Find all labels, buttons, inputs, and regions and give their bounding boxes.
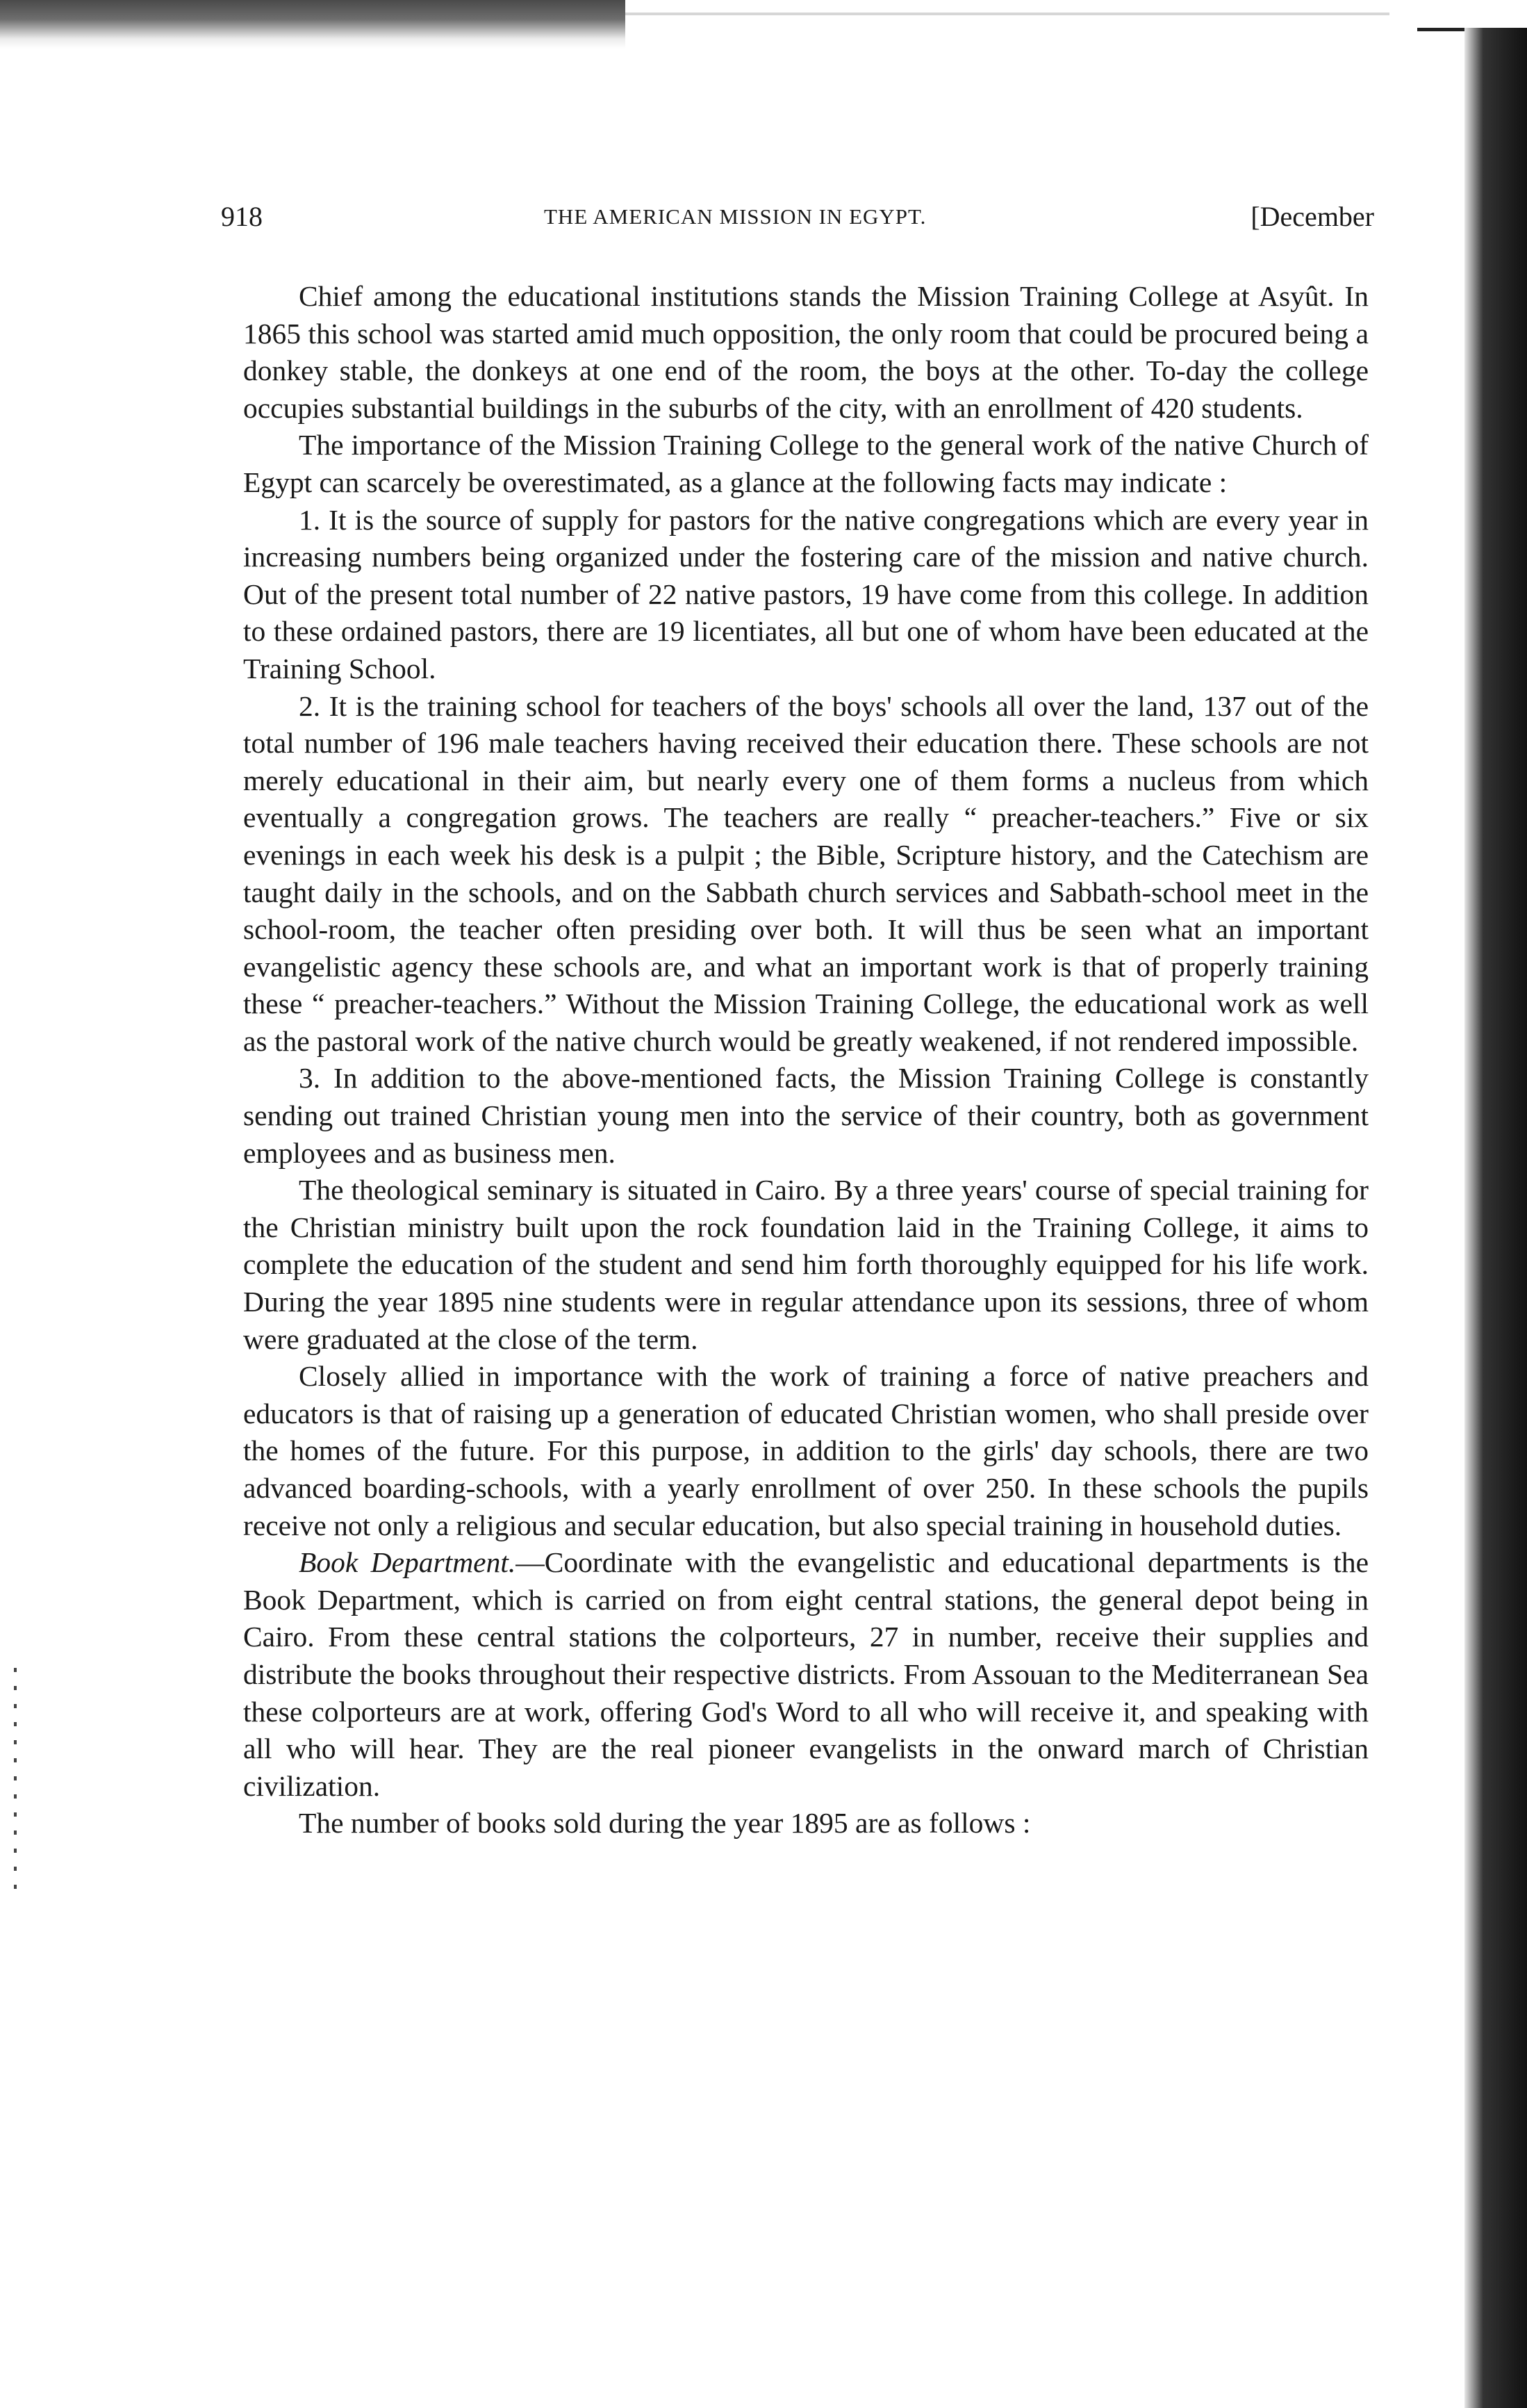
body-text bbox=[243, 278, 1369, 1842]
scan-edge-left-marks bbox=[14, 1668, 17, 1890]
paragraph-women-education: Closely allied in importance with the work of training a force of native preachers and educators is that of raising up a generation of educated Christian women, who shall preside over the homes of the future. For this purpose, in addition to the girls' day schools, there are two advanced boarding-schools, with a yearly enrollment of over 250. In these schools the pupils receive not only a religious and secular education, but also special training in household duties. bbox=[243, 1360, 1369, 1541]
page-number: 918 bbox=[221, 201, 263, 232]
paragraph-service: 3. In addition to the above-mentioned facts, the Mission Training College is constantly sending out trained Christian young men into the service of their country, both as government employees and as business men. bbox=[243, 1062, 1369, 1169]
paragraph-teachers: 2. It is the training school for teachers of the boys' schools all over the land, 137 out of the total number of 196 male teachers having received their education there. These schools are not merely educational in their aim, but nearly every one of them forms a nucleus from which eventually a congregation grows. The teachers are really “ preacher-teachers.” Five or six evenings in each week his desk is a pulpit ; the Bible, Scripture history, and the Catechism are taught daily in the schools, and on the Sabbath church services and Sabbath-school meet in the school-room, the teacher often presiding over both. It will thus be seen what an important evangelistic agency these schools are, and what an important work is that of properly training these “ preacher-teachers.” Without the Mission Training College, the educational work as well as the pastoral work of the native church would be greatly weakened, if not rendered impossible. bbox=[243, 689, 1369, 1057]
running-head bbox=[221, 200, 1374, 242]
scan-edge-right bbox=[1464, 28, 1527, 2408]
paragraph-importance: The importance of the Mission Training College to the general work of the native Church of Egypt can scarcely be overestimated, as a glance at the following facts may indicate : bbox=[243, 429, 1369, 498]
paragraph-training-college: Chief among the educational institutions stands the Mission Training College at Asyût. In 1865 this school was started amid much opposition, the only room that could be procured being a donkey stable, the donkeys at one end of the room, the boys at the other. To-day the college occupies substantial buildings in the suburbs of the city, with an enrollment of 420 students. bbox=[243, 280, 1369, 424]
scan-edge-line bbox=[625, 13, 1389, 15]
running-month: [December bbox=[1251, 201, 1374, 232]
paragraph-book-department: Book Department.—Coordinate with the evangelistic and educational departments is the Book Department, which is carried on from eight central stations, the general depot being in Cairo. From these central stations the colporteurs, 27 in number, receive their supplies and distribute the books throughout their respective districts. From Assouan to the Mediterranean Sea these colporteurs are at work, offering God's Word to all who will receive it, and speaking with all who will hear. They are the real pioneer evangelists in the onward march of Christian civilization. bbox=[243, 1546, 1369, 1802]
paragraph-books-sold: The number of books sold during the year 1895 are as follows : bbox=[299, 1807, 1031, 1840]
paragraph-seminary: The theological seminary is situated in Cairo. By a three years' course of special training for the Christian ministry built upon the rock foundation laid in the Training College, it aims to complete the education of the student and send him forth thoroughly equipped for his life work. During the year 1895 nine students were in regular attendance upon its sessions, three of whom were graduated at the close of the term. bbox=[243, 1174, 1369, 1355]
scan-edge-top bbox=[0, 0, 625, 49]
running-title: THE AMERICAN MISSION IN EGYPT. bbox=[544, 204, 927, 229]
section-heading: Book Department. bbox=[299, 1546, 516, 1579]
paragraph-pastors: 1. It is the source of supply for pastors for the native congregations which are every year in increasing numbers being organized under the fostering care of the mission and native church. Out of the present total number of 22 native pastors, 19 have come from this college. In addition to these ordained pastors, there are 19 licentiates, all but one of whom have been educated at the Training School. bbox=[243, 503, 1369, 685]
scan-edge-rule bbox=[1417, 28, 1466, 31]
